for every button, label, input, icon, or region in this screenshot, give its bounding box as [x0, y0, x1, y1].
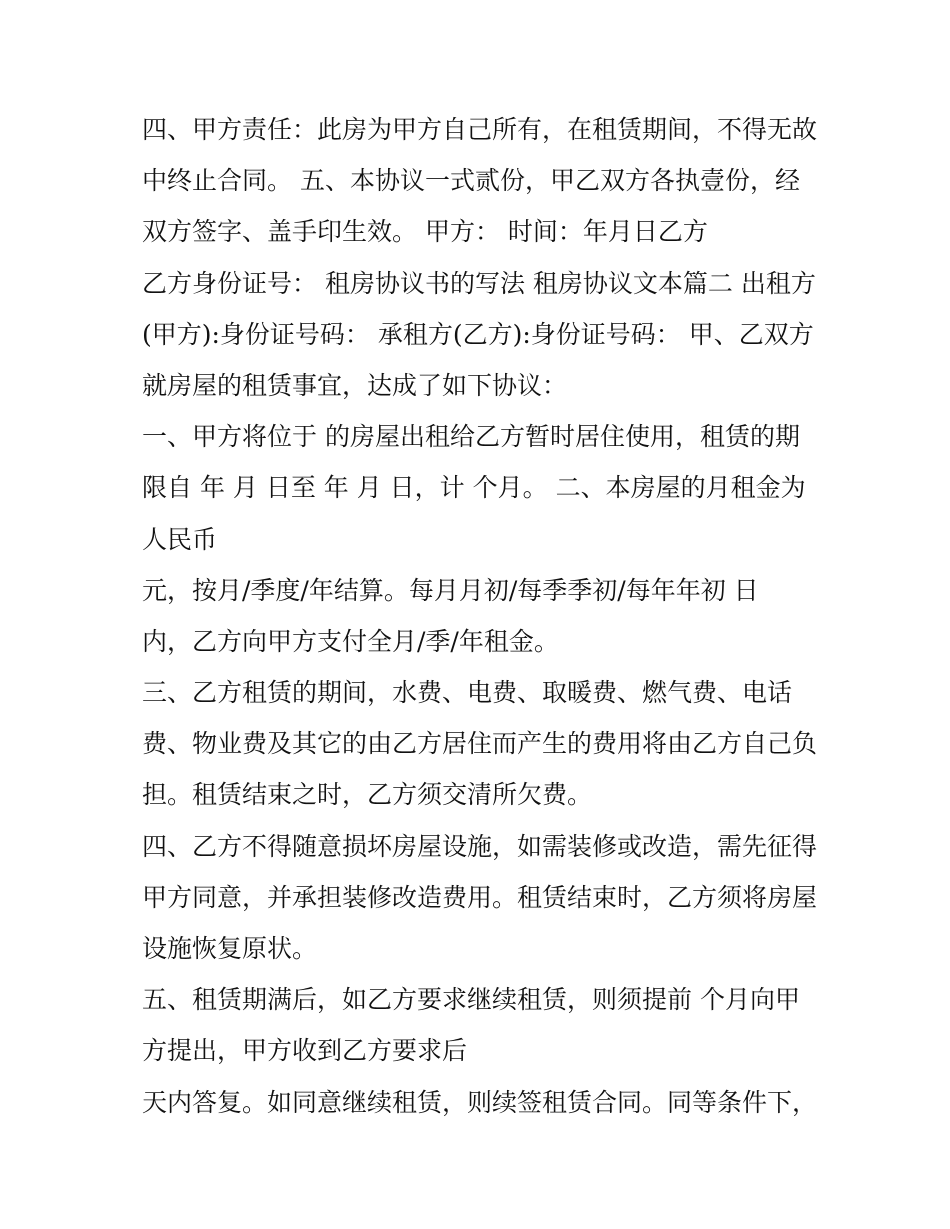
- text-line: 五、租赁期满后，如乙方要求继续租赁，则须提前 个月向甲: [142, 985, 800, 1015]
- text-line: 三、乙方租赁的期间，水费、电费、取暖费、燃气费、电话: [142, 678, 793, 708]
- text-line: 乙方身份证号： 租房协议书的写法 租房协议文本篇二 出租方: [142, 268, 816, 298]
- text-line: 人民币: [142, 524, 218, 554]
- text-line: 设施恢复原状。: [142, 934, 318, 963]
- text-line: 限自 年 月 日至 年 月 日，计 个月。 二、本房屋的月租金为: [142, 473, 806, 503]
- text-line: 四、甲方责任：此房为甲方自己所有，在租赁期间，不得无故: [142, 115, 818, 144]
- text-line: 甲方同意，并承担装修改造费用。租赁结束时，乙方须将房屋: [142, 882, 818, 912]
- text-line: 中终止合同。 五、本协议一式贰份，甲乙双方各执壹份，经: [142, 166, 800, 196]
- text-line: 天内答复。如同意继续租赁，则续签租赁合同。同等条件下，: [142, 1087, 818, 1117]
- text-line: 元，按月/季度/年结算。每月月初/每季季初/每年年初 日: [142, 575, 759, 605]
- text-line: (甲方):身份证号码： 承租方(乙方):身份证号码： 甲、乙双方: [142, 319, 814, 349]
- text-line: 四、乙方不得随意损坏房屋设施，如需装修或改造，需先征得: [142, 831, 818, 861]
- text-line: 一、甲方将位于 的房屋出租给乙方暂时居住使用，租赁的期: [142, 422, 800, 452]
- text-line: 内，乙方向甲方支付全月/季/年租金。: [142, 626, 559, 656]
- text-line: 就房屋的租赁事宜，达成了如下协议：: [142, 370, 568, 400]
- text-line: 方提出，甲方收到乙方要求后: [142, 1036, 468, 1066]
- text-line: 双方签字、盖手印生效。 甲方： 时间：年月日乙方: [142, 217, 708, 247]
- text-line: 担。租赁结束之时，乙方须交清所欠费。: [142, 780, 593, 810]
- document-body: [142, 104, 822, 1128]
- text-line: 费、物业费及其它的由乙方居住而产生的费用将由乙方自己负: [142, 729, 818, 759]
